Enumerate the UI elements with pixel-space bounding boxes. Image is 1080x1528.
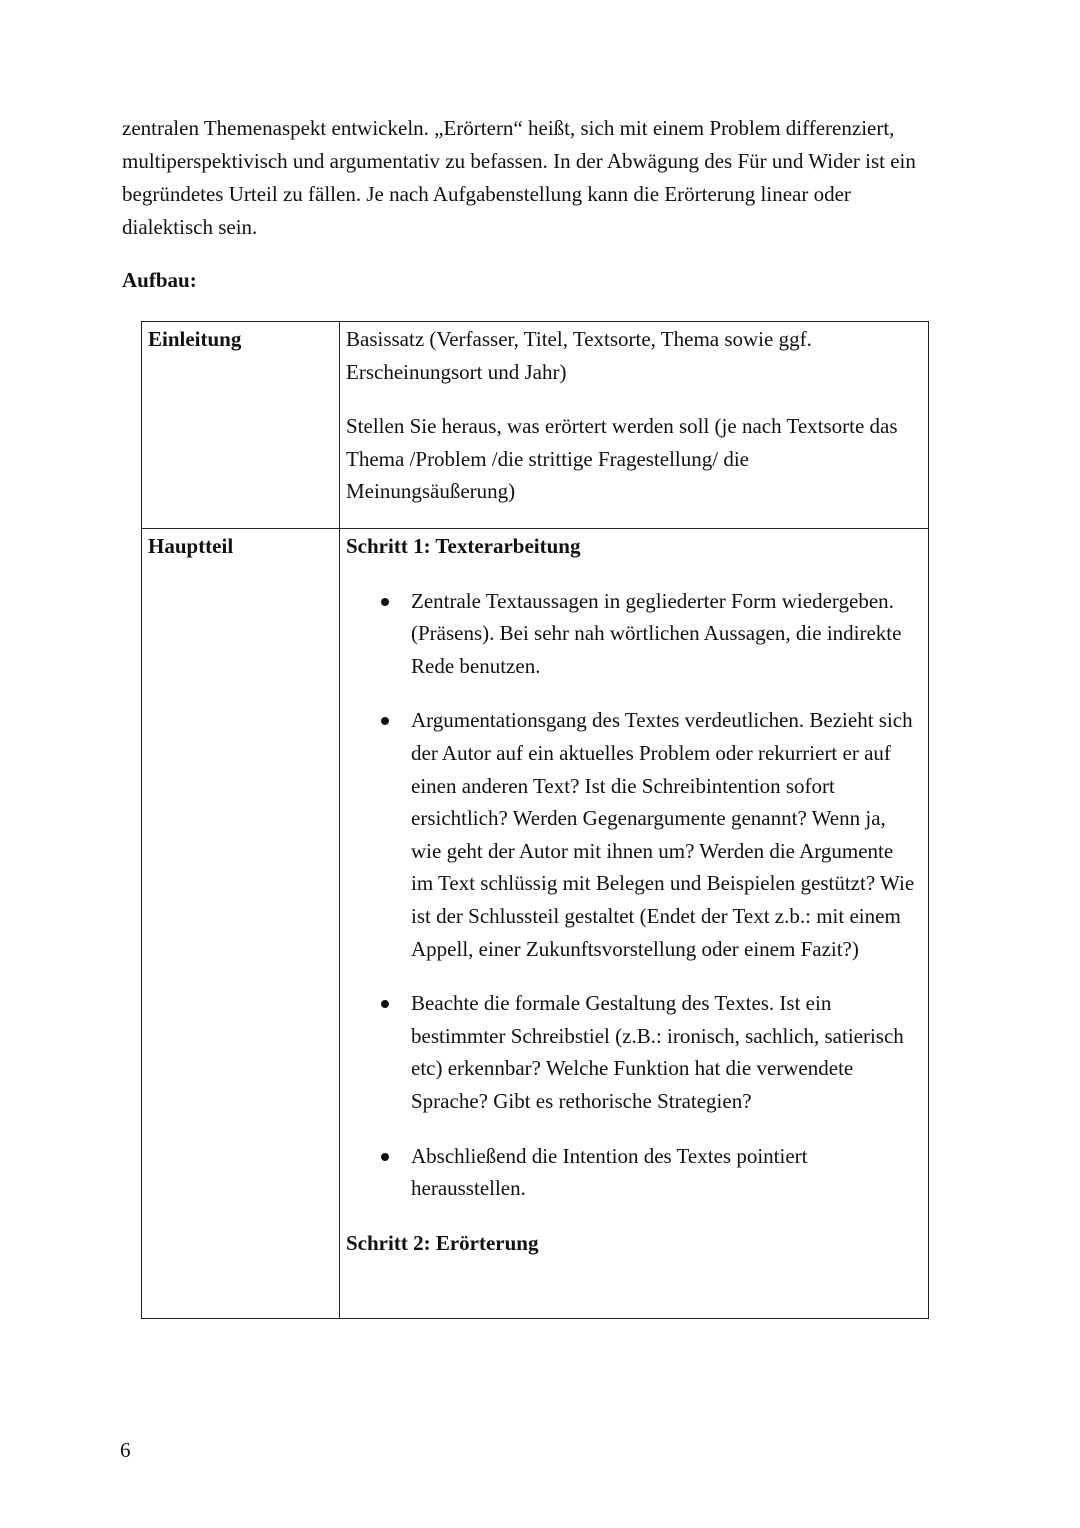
step1-bullet-list [346,585,916,1205]
intro-line: zentralen Themenaspekt entwickeln. „Erörtern“ heißt, sich mit einem Problem differenziert, [122,116,895,140]
content-hauptteil [340,529,929,1319]
table-row-einleitung [142,322,929,529]
list-item: Zentrale Textaussagen in gegliederter Form wiedergeben. (Präsens). Bei sehr nah wörtlichen Aussagen, die indirekte Rede benutzen. [411,585,916,683]
label-einleitung: Einleitung [142,322,340,529]
label-hauptteil: Hauptteil [142,529,340,1319]
step2-title: Schritt 2: Erörterung [346,1230,539,1255]
table-row-hauptteil [142,529,929,1319]
intro-line: begründetes Urteil zu fällen. Je nach Aufgabenstellung kann die Erörterung linear oder [122,182,851,206]
section-heading: Aufbau: [122,268,197,292]
einleitung-fragestellung: Stellen Sie heraus, was erörtert werden soll (je nach Textsorte das Thema /Problem /die strittige Fragestellung/ die Meinungsäußerung) [346,414,898,504]
intro-line: multiperspektivisch und argumentativ zu befassen. In der Abwägung des Für und Wider ist ein [122,149,916,173]
step1-title: Schritt 1: Texterarbeitung [346,534,581,558]
structure-table [141,321,929,1319]
intro-line: dialektisch sein. [122,215,258,239]
list-item: Abschließend die Intention des Textes pointiert herausstellen. [411,1140,916,1205]
list-item: Argumentationsgang des Textes verdeutlichen. Bezieht sich der Autor auf ein aktuelles Problem oder rekurriert er auf einen anderen Text? Ist die Schreibintention sofort ersichtlich? Werden Gegenargumente genannt? Wenn ja, wie geht der Autor mit ihnen um? Werden die Argumente im Text schlüssig mit Belegen und Beispielen gestützt? Wie ist der Schlussteil gestaltet (Endet der Text z.b.: mit einem Appell, einer Zukunftsvorstellung oder einem Fazit?) [411,704,916,965]
page-number: 6 [120,1438,131,1462]
content-einleitung [340,322,929,529]
einleitung-basissatz: Basissatz (Verfasser, Titel, Textsorte, Thema sowie ggf. Erscheinungsort und Jahr) [346,327,812,384]
list-item: Beachte die formale Gestaltung des Textes. Ist ein bestimmter Schreibstiel (z.B.: ironisch, sachlich, satierisch etc) erkennbar? Welche Funktion hat die verwendete Sprache? Gibt es rethorische Strategien? [411,987,916,1117]
intro-paragraph [122,112,982,244]
